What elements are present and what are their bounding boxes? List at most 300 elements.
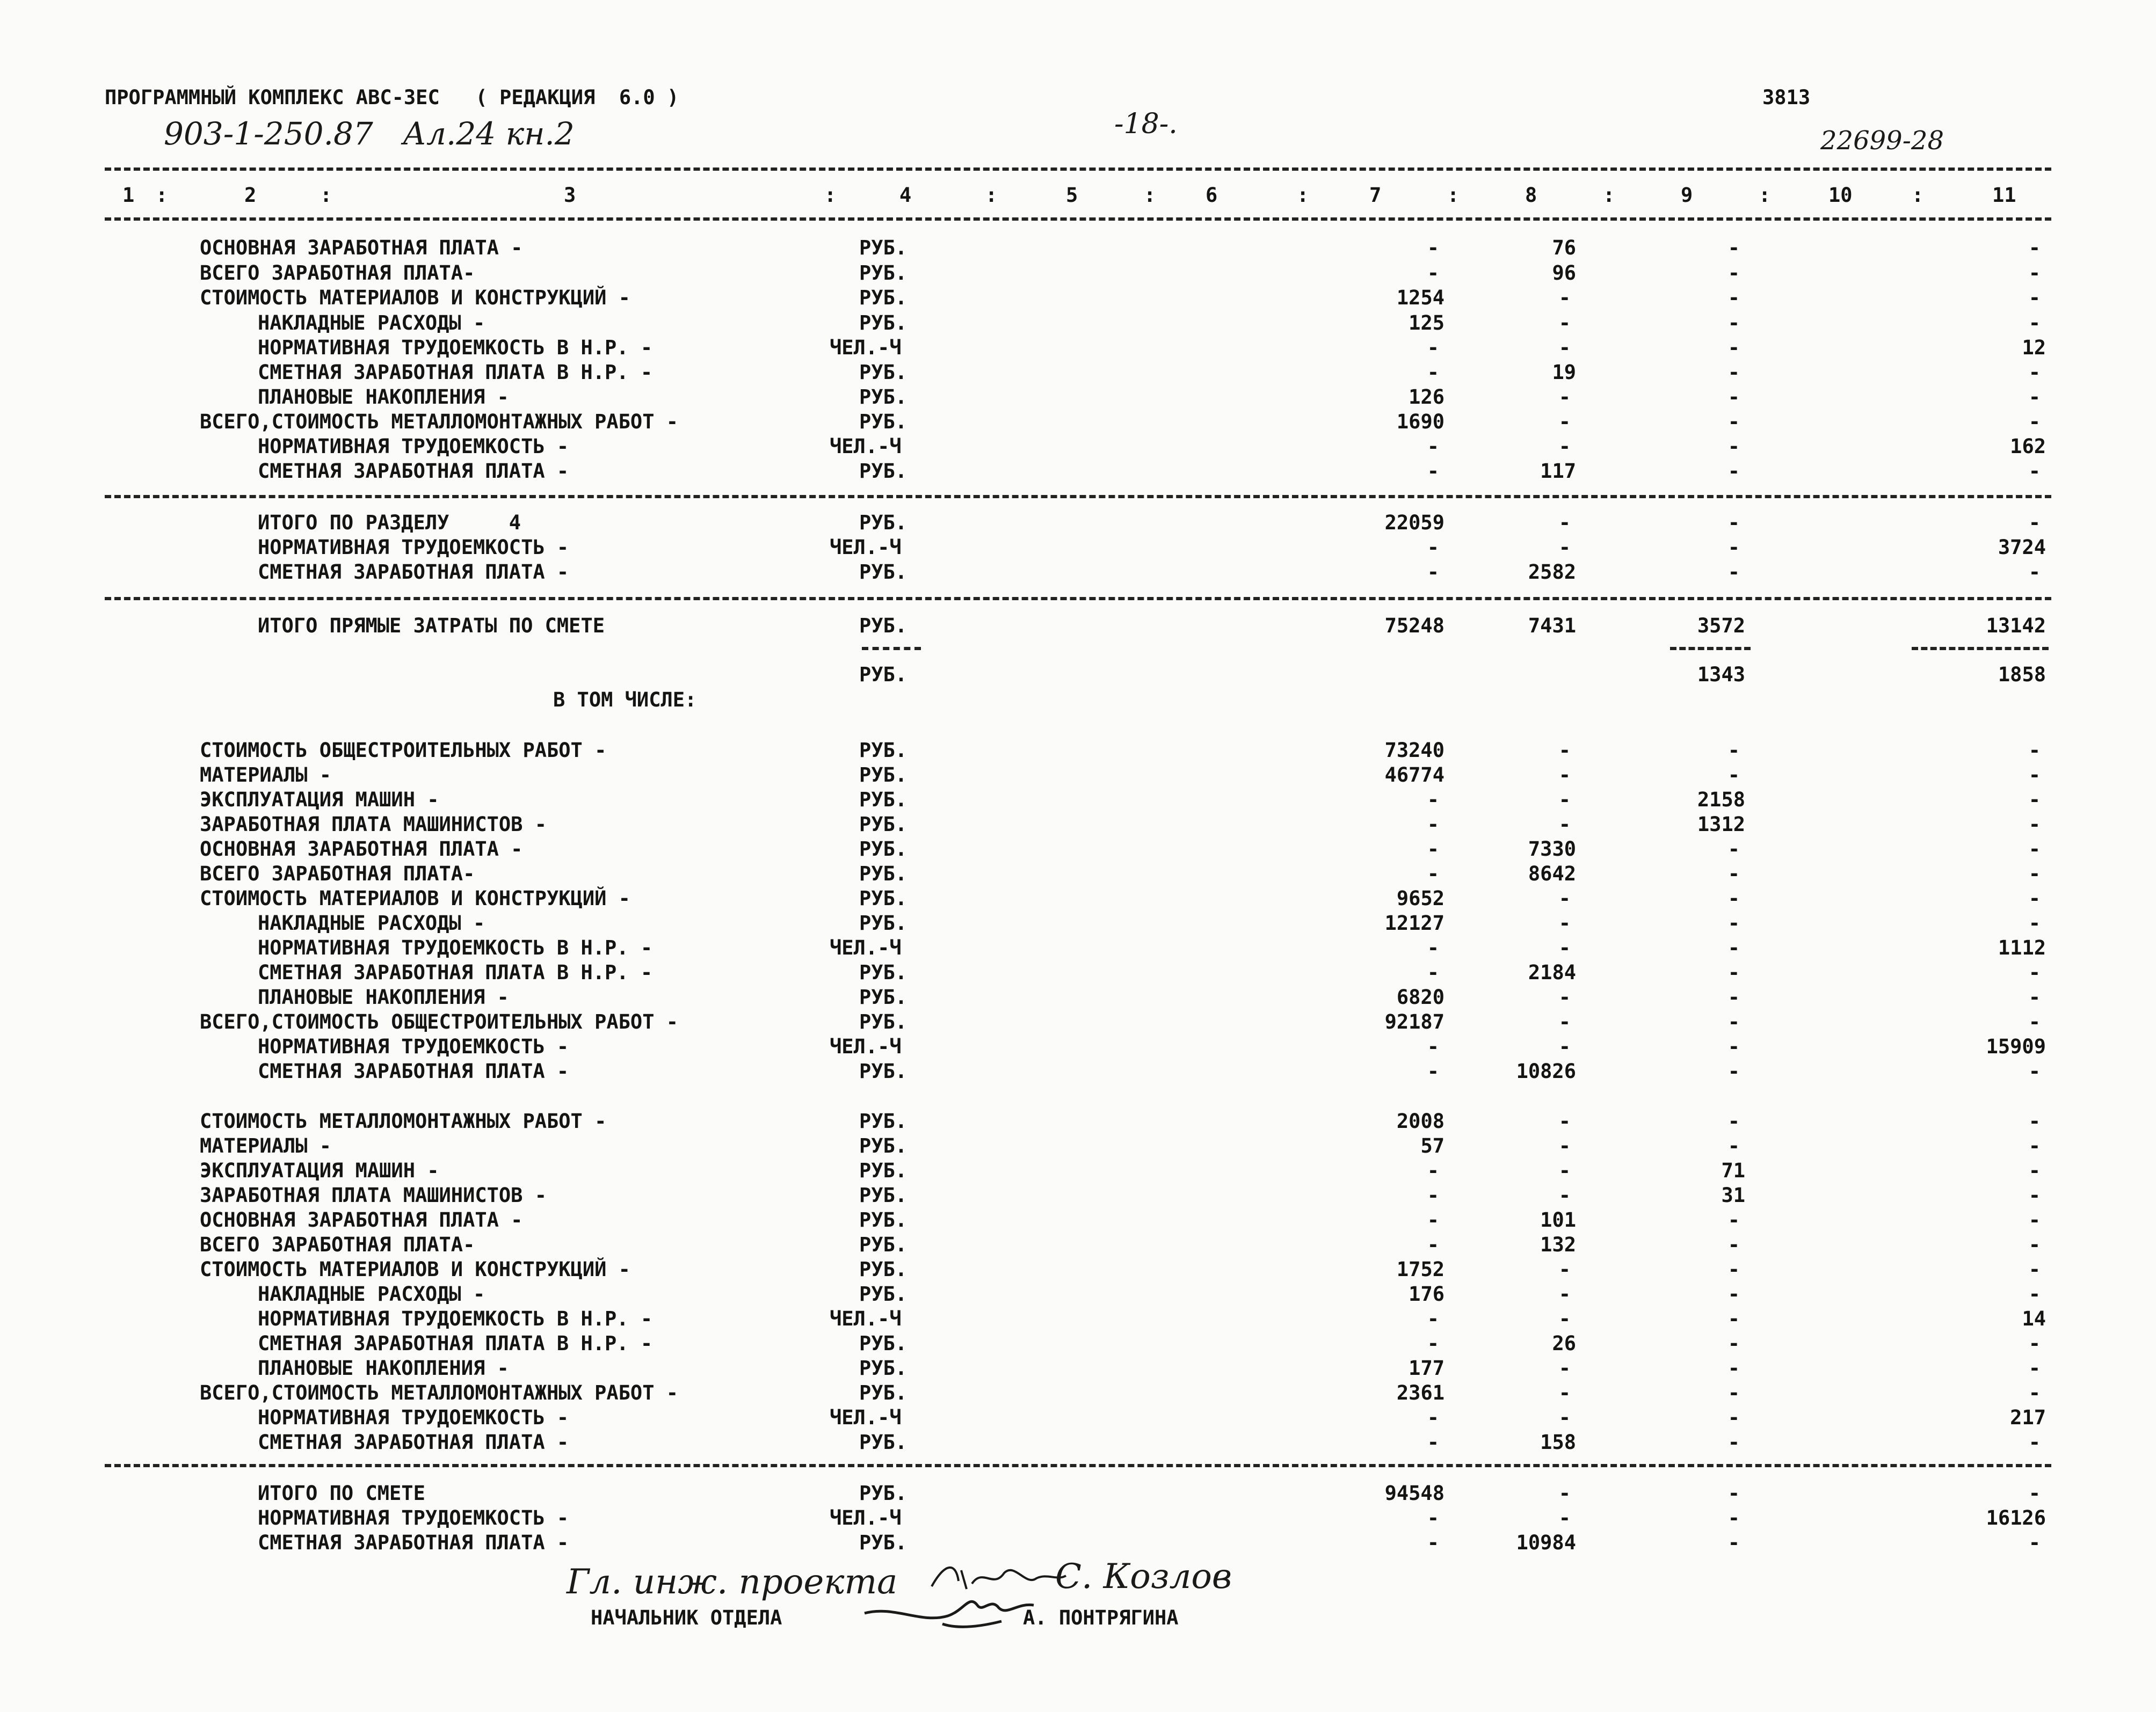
cell-c9: - xyxy=(1727,1110,1740,1133)
cell-c8: - xyxy=(1558,1406,1571,1429)
column-header-cell: 8 xyxy=(1525,184,1537,207)
row-label: СМЕТНАЯ ЗАРАБОТНАЯ ПЛАТА - xyxy=(258,1431,569,1454)
cell-c8: - xyxy=(1558,1110,1571,1133)
row-label: НОРМАТИВНАЯ ТРУДОЕМКОСТЬ - xyxy=(258,435,569,458)
row-label: ВСЕГО ЗАРАБОТНАЯ ПЛАТА- xyxy=(200,261,475,285)
column-header-cell: : xyxy=(1759,184,1771,207)
cell-c9: 3572 xyxy=(1697,614,1745,637)
cell-c8: - xyxy=(1558,286,1571,309)
cell-c11: - xyxy=(2028,460,2041,483)
department-head-name: А. ПОНТРЯГИНА xyxy=(1023,1606,1179,1629)
cell-c11: - xyxy=(2028,1332,2041,1355)
row-unit: РУБ. xyxy=(859,286,908,309)
cell-c11: - xyxy=(2028,511,2041,534)
row-label: ВСЕГО,СТОИМОСТЬ ОБЩЕСТРОИТЕЛЬНЫХ РАБОТ - xyxy=(200,1010,679,1033)
cell-c9: - xyxy=(1727,560,1740,584)
cell-c9: - xyxy=(1727,460,1740,483)
cell-c7: - xyxy=(1427,1406,1439,1429)
cell-c11: - xyxy=(2028,410,2041,433)
row-unit: РУБ. xyxy=(859,1159,908,1182)
cell-c9: - xyxy=(1727,1357,1740,1380)
cell-c9: 71 xyxy=(1721,1159,1745,1182)
column-header-cell: 6 xyxy=(1206,184,1218,207)
column-header-cell: : xyxy=(1603,184,1615,207)
cell-c11: - xyxy=(2028,1184,2041,1207)
cell-c7: 46774 xyxy=(1384,763,1444,786)
cell-c11: 3724 xyxy=(1998,536,2046,559)
cell-c11: - xyxy=(2028,1258,2041,1281)
row-label: СТОИМОСТЬ ОБЩЕСТРОИТЕЛЬНЫХ РАБОТ - xyxy=(200,739,607,762)
column-header-cell: 11 xyxy=(1992,184,2016,207)
cell-c7: 177 xyxy=(1409,1357,1444,1380)
row-label: НОРМАТИВНАЯ ТРУДОЕМКОСТЬ - xyxy=(258,1406,569,1429)
cell-c11: - xyxy=(2028,1110,2041,1133)
cell-c8: 132 xyxy=(1540,1233,1576,1256)
cell-c9: - xyxy=(1727,1332,1740,1355)
cell-c7: - xyxy=(1427,1506,1439,1529)
cell-c9: - xyxy=(1727,385,1740,409)
row-label: НАКЛАДНЫЕ РАСХОДЫ - xyxy=(258,311,485,334)
cell-c9: 1312 xyxy=(1697,813,1745,836)
cell-c9: - xyxy=(1727,511,1740,534)
row-label: ИТОГО ПРЯМЫЕ ЗАТРАТЫ ПО СМЕТЕ xyxy=(258,614,605,637)
cell-c7: - xyxy=(1427,936,1439,959)
cell-c11: - xyxy=(2028,862,2041,885)
cell-c11: - xyxy=(2028,1134,2041,1157)
cell-c9: - xyxy=(1727,236,1740,259)
cell-c9: - xyxy=(1727,739,1740,762)
cell-c8: - xyxy=(1558,1010,1571,1033)
cell-c11: - xyxy=(2028,887,2041,910)
cell-c7: - xyxy=(1427,536,1439,559)
row-unit: РУБ. xyxy=(859,311,908,334)
column-header-cell: 4 xyxy=(899,184,912,207)
cell-c8: - xyxy=(1558,336,1571,359)
cell-c8: - xyxy=(1558,1035,1571,1058)
cell-c8: 101 xyxy=(1540,1208,1576,1232)
cell-c9: - xyxy=(1727,1060,1740,1083)
cell-c7: - xyxy=(1427,1159,1439,1182)
cell-c8: - xyxy=(1558,385,1571,409)
row-label: ЗАРАБОТНАЯ ПЛАТА МАШИНИСТОВ - xyxy=(200,1184,547,1207)
cell-c7: - xyxy=(1427,560,1439,584)
row-unit: РУБ. xyxy=(859,887,908,910)
cell-c9: - xyxy=(1727,1233,1740,1256)
cell-c9: 2158 xyxy=(1697,788,1745,811)
cell-c7: 125 xyxy=(1409,311,1444,334)
cell-c9: - xyxy=(1727,1431,1740,1454)
column-header-cell: 1 xyxy=(122,184,135,207)
cell-c11: 12 xyxy=(2022,336,2046,359)
cell-c7: - xyxy=(1427,236,1439,259)
cell-c8: 117 xyxy=(1540,460,1576,483)
cell-c7: - xyxy=(1427,1233,1439,1256)
cell-c11: - xyxy=(2028,361,2041,384)
cell-c9: - xyxy=(1727,311,1740,334)
row-unit: ЧЕЛ.-Ч xyxy=(830,336,902,359)
cell-c9: - xyxy=(1727,1134,1740,1157)
cell-c11: - xyxy=(2028,261,2041,285)
cell-c8: 10984 xyxy=(1516,1531,1576,1554)
cell-c11: - xyxy=(2028,1482,2041,1505)
handwritten-project-code: 903-1-250.87 Ал.24 кн.2 xyxy=(164,115,575,152)
row-unit: РУБ. xyxy=(859,236,908,259)
department-head-label: НАЧАЛЬНИК ОТДЕЛА xyxy=(591,1606,782,1629)
row-unit: ЧЕЛ.-Ч xyxy=(830,936,902,959)
row-unit: РУБ. xyxy=(859,385,908,409)
cell-c11: 15909 xyxy=(1986,1035,2046,1058)
row-label: ВСЕГО,СТОИМОСТЬ МЕТАЛЛОМОНТАЖНЫХ РАБОТ - xyxy=(200,1381,679,1404)
row-label: СТОИМОСТЬ МАТЕРИАЛОВ И КОНСТРУКЦИЙ - xyxy=(200,1258,630,1281)
row-label: ИТОГО ПО РАЗДЕЛУ 4 xyxy=(258,511,521,534)
row-unit: РУБ. xyxy=(859,1381,908,1404)
cell-c8: - xyxy=(1558,1482,1571,1505)
row-unit: РУБ. xyxy=(859,261,908,285)
row-unit: РУБ. xyxy=(859,1134,908,1157)
row-unit: РУБ. xyxy=(859,1283,908,1306)
row-label: НАКЛАДНЫЕ РАСХОДЫ - xyxy=(258,912,485,935)
cell-c8: - xyxy=(1558,1381,1571,1404)
cell-c9: - xyxy=(1727,912,1740,935)
chief-engineer-name: С. Козлов xyxy=(1055,1557,1232,1597)
cell-c8: 96 xyxy=(1552,261,1576,285)
chief-engineer-title: Гл. инж. проекта xyxy=(567,1562,898,1602)
cell-c9: - xyxy=(1727,961,1740,984)
row-unit: РУБ. xyxy=(859,1184,908,1207)
row-label: СМЕТНАЯ ЗАРАБОТНАЯ ПЛАТА В Н.Р. - xyxy=(258,361,653,384)
row-label: ИТОГО ПО СМЕТЕ xyxy=(258,1482,425,1505)
cell-c7: 73240 xyxy=(1384,739,1444,762)
row-label: В ТОМ ЧИСЛЕ: xyxy=(553,688,697,711)
cell-c8: - xyxy=(1558,435,1571,458)
cell-c9: - xyxy=(1727,1208,1740,1232)
cell-c8: 7431 xyxy=(1528,614,1576,637)
cell-c11: - xyxy=(2028,1060,2041,1083)
row-unit: РУБ. xyxy=(859,1357,908,1380)
cell-c11: 14 xyxy=(2022,1307,2046,1330)
signature-department-head xyxy=(862,1584,1039,1632)
row-label: ВСЕГО,СТОИМОСТЬ МЕТАЛЛОМОНТАЖНЫХ РАБОТ - xyxy=(200,410,679,433)
cell-c7: - xyxy=(1427,460,1439,483)
column-header-cell: : xyxy=(824,184,837,207)
cell-c11: - xyxy=(2028,739,2041,762)
row-unit: РУБ. xyxy=(859,1110,908,1133)
cell-c8: - xyxy=(1558,1307,1571,1330)
cell-c8: - xyxy=(1558,986,1571,1009)
cell-c7: 12127 xyxy=(1384,912,1444,935)
row-unit: ЧЕЛ.-Ч xyxy=(830,1035,902,1058)
row-label: ОСНОВНАЯ ЗАРАБОТНАЯ ПЛАТА - xyxy=(200,1208,523,1232)
row-unit: РУБ. xyxy=(859,986,908,1009)
row-label: ОСНОВНАЯ ЗАРАБОТНАЯ ПЛАТА - xyxy=(200,236,523,259)
underline-c11 xyxy=(1912,647,2049,650)
cell-c11: 13142 xyxy=(1986,614,2046,637)
row-unit: РУБ. xyxy=(859,862,908,885)
cell-c7: - xyxy=(1427,961,1439,984)
row-label: НОРМАТИВНАЯ ТРУДОЕМКОСТЬ - xyxy=(258,1035,569,1058)
cell-c8: - xyxy=(1558,1184,1571,1207)
row-label: ПЛАНОВЫЕ НАКОПЛЕНИЯ - xyxy=(258,1357,509,1380)
column-header-cell: : xyxy=(1447,184,1460,207)
cell-c7: 9652 xyxy=(1396,887,1444,910)
row-unit: РУБ. xyxy=(859,1431,908,1454)
row-unit: РУБ. xyxy=(859,1208,908,1232)
cell-c8: - xyxy=(1558,1134,1571,1157)
row-label: СМЕТНАЯ ЗАРАБОТНАЯ ПЛАТА В Н.Р. - xyxy=(258,961,653,984)
cell-c11: 162 xyxy=(2010,435,2046,458)
row-label: ЭКСПЛУАТАЦИЯ МАШИН - xyxy=(200,788,439,811)
cell-c7: - xyxy=(1427,261,1439,285)
cell-c8: 76 xyxy=(1552,236,1576,259)
cell-c11: - xyxy=(2028,311,2041,334)
cell-c8: - xyxy=(1558,1159,1571,1182)
underline-c9 xyxy=(1670,647,1751,650)
cell-c9: - xyxy=(1727,261,1740,285)
cell-c11: - xyxy=(2028,837,2041,861)
cell-c7: 57 xyxy=(1420,1134,1444,1157)
row-label: СМЕТНАЯ ЗАРАБОТНАЯ ПЛАТА - xyxy=(258,560,569,584)
cell-c9: - xyxy=(1727,1406,1740,1429)
cell-c7: 126 xyxy=(1409,385,1444,409)
cell-c11: - xyxy=(2028,1283,2041,1306)
cell-c9: - xyxy=(1727,862,1740,885)
cell-c7: 176 xyxy=(1409,1283,1444,1306)
cell-c9: - xyxy=(1727,1482,1740,1505)
cell-c8: - xyxy=(1558,813,1571,836)
cell-c7: - xyxy=(1427,1184,1439,1207)
cell-c11: - xyxy=(2028,763,2041,786)
row-label: ВСЕГО ЗАРАБОТНАЯ ПЛАТА- xyxy=(200,1233,475,1256)
cell-c7: 6820 xyxy=(1396,986,1444,1009)
cell-c8: - xyxy=(1558,788,1571,811)
cell-c11: - xyxy=(2028,1233,2041,1256)
row-unit: РУБ. xyxy=(859,763,908,786)
cell-c7: 1690 xyxy=(1396,410,1444,433)
row-unit: РУБ. xyxy=(859,1482,908,1505)
cell-c7: 92187 xyxy=(1384,1010,1444,1033)
cell-c9: - xyxy=(1727,763,1740,786)
row-unit: РУБ. xyxy=(859,1332,908,1355)
cell-c9: 1343 xyxy=(1697,663,1745,686)
row-unit: РУБ. xyxy=(859,961,908,984)
cell-c7: - xyxy=(1427,862,1439,885)
row-unit: РУБ. xyxy=(859,813,908,836)
cell-c7: - xyxy=(1427,1208,1439,1232)
cell-c9: 31 xyxy=(1721,1184,1745,1207)
cell-c11: - xyxy=(2028,912,2041,935)
row-label: СТОИМОСТЬ МАТЕРИАЛОВ И КОНСТРУКЦИЙ - xyxy=(200,887,630,910)
row-label: СТОИМОСТЬ МЕТАЛЛОМОНТАЖНЫХ РАБОТ - xyxy=(200,1110,607,1133)
cell-c8: 10826 xyxy=(1516,1060,1576,1083)
row-unit: ЧЕЛ.-Ч xyxy=(830,1307,902,1330)
cell-c11: - xyxy=(2028,788,2041,811)
row-unit: РУБ. xyxy=(859,614,908,637)
row-label: НОРМАТИВНАЯ ТРУДОЕМКОСТЬ - xyxy=(258,536,569,559)
row-unit: РУБ. xyxy=(859,1060,908,1083)
row-label: СМЕТНАЯ ЗАРАБОТНАЯ ПЛАТА - xyxy=(258,460,569,483)
cell-c9: - xyxy=(1727,936,1740,959)
row-unit: РУБ. xyxy=(859,511,908,534)
cell-c9: - xyxy=(1727,361,1740,384)
cell-c11: - xyxy=(2028,1531,2041,1554)
cell-c9: - xyxy=(1727,1307,1740,1330)
cell-c8: 7330 xyxy=(1528,837,1576,861)
row-label: МАТЕРИАЛЫ - xyxy=(200,1134,332,1157)
row-unit: РУБ. xyxy=(859,837,908,861)
column-header-cell: : xyxy=(156,184,168,207)
row-label: НАКЛАДНЫЕ РАСХОДЫ - xyxy=(258,1283,485,1306)
row-label: НОРМАТИВНАЯ ТРУДОЕМКОСТЬ В Н.Р. - xyxy=(258,936,653,959)
cell-c9: - xyxy=(1727,435,1740,458)
row-unit: РУБ. xyxy=(859,663,908,686)
row-label: ЗАРАБОТНАЯ ПЛАТА МАШИНИСТОВ - xyxy=(200,813,547,836)
cell-c8: - xyxy=(1558,511,1571,534)
cell-c7: 1254 xyxy=(1396,286,1444,309)
cell-c11: 217 xyxy=(2010,1406,2046,1429)
cell-c11: - xyxy=(2028,961,2041,984)
cell-c8: - xyxy=(1558,1258,1571,1281)
cell-c9: - xyxy=(1727,986,1740,1009)
cell-c11: - xyxy=(2028,1208,2041,1232)
row-unit: ЧЕЛ.-Ч xyxy=(830,1506,902,1529)
cell-c8: - xyxy=(1558,912,1571,935)
row-label: ОСНОВНАЯ ЗАРАБОТНАЯ ПЛАТА - xyxy=(200,837,523,861)
cell-c9: - xyxy=(1727,1035,1740,1058)
row-unit: РУБ. xyxy=(859,1531,908,1554)
handwritten-sheet-code: 22699-28 xyxy=(1820,126,1944,156)
cell-c11: - xyxy=(2028,286,2041,309)
cell-c11: - xyxy=(2028,1159,2041,1182)
section-rule xyxy=(105,597,2051,600)
cell-c8: - xyxy=(1558,887,1571,910)
cell-c7: 2008 xyxy=(1396,1110,1444,1133)
cell-c7: - xyxy=(1427,1531,1439,1554)
row-unit: РУБ. xyxy=(859,410,908,433)
cell-c7: - xyxy=(1427,435,1439,458)
column-header-cell: 2 xyxy=(244,184,257,207)
underline-c4 xyxy=(862,647,921,650)
cell-c8: - xyxy=(1558,536,1571,559)
section-rule xyxy=(105,1464,2051,1467)
cell-c8: - xyxy=(1558,739,1571,762)
cell-c11: - xyxy=(2028,1357,2041,1380)
cell-c11: - xyxy=(2028,1431,2041,1454)
column-header-cell: 10 xyxy=(1828,184,1853,207)
row-unit: РУБ. xyxy=(859,460,908,483)
row-label: СМЕТНАЯ ЗАРАБОТНАЯ ПЛАТА - xyxy=(258,1531,569,1554)
cell-c7: 1752 xyxy=(1396,1258,1444,1281)
row-label: ЭКСПЛУАТАЦИЯ МАШИН - xyxy=(200,1159,439,1182)
cell-c9: - xyxy=(1727,837,1740,861)
cell-c7: - xyxy=(1427,813,1439,836)
cell-c11: - xyxy=(2028,1381,2041,1404)
cell-c7: - xyxy=(1427,361,1439,384)
section-rule xyxy=(105,495,2051,498)
document-number: 3813 xyxy=(1762,86,1811,109)
column-header-cell: : xyxy=(1912,184,1924,207)
cell-c8: 158 xyxy=(1540,1431,1576,1454)
row-unit: РУБ. xyxy=(859,788,908,811)
column-header-cell: 3 xyxy=(564,184,576,207)
cell-c11: - xyxy=(2028,1010,2041,1033)
cell-c8: 8642 xyxy=(1528,862,1576,885)
cell-c9: - xyxy=(1727,1283,1740,1306)
cell-c7: - xyxy=(1427,336,1439,359)
cell-c7: - xyxy=(1427,1035,1439,1058)
cell-c8: 26 xyxy=(1552,1332,1576,1355)
cell-c11: - xyxy=(2028,385,2041,409)
row-label: СМЕТНАЯ ЗАРАБОТНАЯ ПЛАТА В Н.Р. - xyxy=(258,1332,653,1355)
cell-c11: 1112 xyxy=(1998,936,2046,959)
cell-c9: - xyxy=(1727,286,1740,309)
cell-c7: 75248 xyxy=(1384,614,1444,637)
row-unit: РУБ. xyxy=(859,1233,908,1256)
cell-c9: - xyxy=(1727,1381,1740,1404)
cell-c11: - xyxy=(2028,813,2041,836)
cell-c9: - xyxy=(1727,887,1740,910)
cell-c9: - xyxy=(1727,1258,1740,1281)
row-unit: РУБ. xyxy=(859,912,908,935)
cell-c8: - xyxy=(1558,1357,1571,1380)
cell-c7: 22059 xyxy=(1384,511,1444,534)
column-header-cell: 9 xyxy=(1681,184,1693,207)
cell-c8: - xyxy=(1558,311,1571,334)
row-unit: РУБ. xyxy=(859,739,908,762)
row-label: ПЛАНОВЫЕ НАКОПЛЕНИЯ - xyxy=(258,986,509,1009)
cell-c8: - xyxy=(1558,1283,1571,1306)
cell-c11: - xyxy=(2028,986,2041,1009)
cell-c11: - xyxy=(2028,236,2041,259)
column-header-cell: 5 xyxy=(1066,184,1078,207)
column-header-cell: 7 xyxy=(1369,184,1382,207)
column-header-cell: : xyxy=(1297,184,1309,207)
cell-c8: 2582 xyxy=(1528,560,1576,584)
row-unit: ЧЕЛ.-Ч xyxy=(830,536,902,559)
row-label: ВСЕГО ЗАРАБОТНАЯ ПЛАТА- xyxy=(200,862,475,885)
page-number: -18-. xyxy=(1114,108,1178,140)
cell-c11: - xyxy=(2028,560,2041,584)
cell-c8: 19 xyxy=(1552,361,1576,384)
row-unit: РУБ. xyxy=(859,560,908,584)
row-label: НОРМАТИВНАЯ ТРУДОЕМКОСТЬ В Н.Р. - xyxy=(258,1307,653,1330)
row-unit: ЧЕЛ.-Ч xyxy=(830,1406,902,1429)
cell-c9: - xyxy=(1727,336,1740,359)
cell-c11: 16126 xyxy=(1986,1506,2046,1529)
row-label: НОРМАТИВНАЯ ТРУДОЕМКОСТЬ В Н.Р. - xyxy=(258,336,653,359)
row-label: СТОИМОСТЬ МАТЕРИАЛОВ И КОНСТРУКЦИЙ - xyxy=(200,286,630,309)
cell-c7: - xyxy=(1427,837,1439,861)
row-label: МАТЕРИАЛЫ - xyxy=(200,763,332,786)
cell-c8: - xyxy=(1558,1506,1571,1529)
cell-c7: - xyxy=(1427,1060,1439,1083)
column-header-cell: : xyxy=(1144,184,1156,207)
row-label: ПЛАНОВЫЕ НАКОПЛЕНИЯ - xyxy=(258,385,509,409)
cell-c7: - xyxy=(1427,1307,1439,1330)
cell-c8: - xyxy=(1558,763,1571,786)
row-unit: РУБ. xyxy=(859,1258,908,1281)
cell-c7: - xyxy=(1427,788,1439,811)
cell-c9: - xyxy=(1727,410,1740,433)
cell-c7: 94548 xyxy=(1384,1482,1444,1505)
table-top-rule xyxy=(105,167,2051,171)
cell-c9: - xyxy=(1727,1531,1740,1554)
column-header-cell: : xyxy=(985,184,998,207)
column-header-cell: : xyxy=(320,184,332,207)
cell-c11: 1858 xyxy=(1998,663,2046,686)
cell-c8: - xyxy=(1558,936,1571,959)
cell-c9: - xyxy=(1727,536,1740,559)
program-header: ПРОГРАММНЫЙ КОМПЛЕКС АВС-3ЕС ( РЕДАКЦИЯ 6.0 ) xyxy=(105,86,679,109)
